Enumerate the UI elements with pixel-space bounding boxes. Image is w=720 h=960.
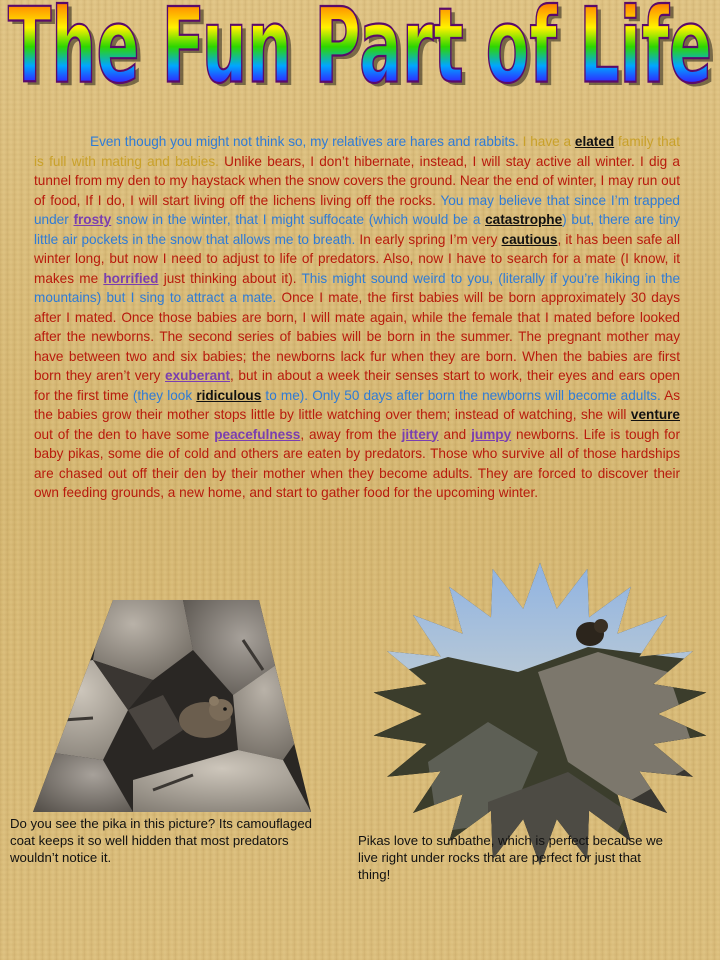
left-photo-caption: Do you see the pika in this picture? Its camouflaged coat keeps it so well hidden that most predators wouldn’t notice it. xyxy=(10,816,313,865)
vocab-word: jumpy xyxy=(471,426,512,442)
story-text: , it has been safe all winter long, but now I need to adjust to life of predators. Also, now I have to search for a mate (I know, it makes me xyxy=(34,231,680,286)
vocab-word: ridiculous xyxy=(196,387,262,403)
story-text: , but in about a week their senses start to work, their eyes and ears open for the first time xyxy=(34,368,680,403)
vocab-word: elated xyxy=(574,134,615,149)
story-text: (they look xyxy=(132,387,197,403)
story-text: Once I mate, the first babies will be born approximately 30 days after I mated. Once those babies are born, I will mate again, while the female that I mated before looked after the newborns. The second series of babies will be born in the summer. The pregnant mother may have between two and six babies; the newborns lack fur when they are born. When the babies are first born they aren’t very xyxy=(34,290,680,383)
story-text: As the babies grow their mother stops little by little watching over them; instead of watching, she will xyxy=(34,387,680,422)
vocab-word: venture xyxy=(630,407,680,422)
story-text: just thinking about it). xyxy=(158,270,302,286)
story-text: to me). Only 50 days after born the newborns will become adults. xyxy=(261,387,665,403)
story-text: newborns. Life is tough for baby pikas, some die of cold and others are eaten by predators. Those who survive all of those hardships are chased out off their den by their mother when they become adults. They are forced to discover their own feeding grounds, a new home, and start to gather food for the upcoming winter. xyxy=(34,426,681,500)
story-text: family that is full with mating and babies. xyxy=(34,134,680,169)
right-photo-caption: Pikas love to sunbathe, which is perfect because we live right under rocks that are perfect for just that thing! xyxy=(358,833,663,882)
vocab-word: cautious xyxy=(501,231,558,247)
story-text: snow in the winter, that I might suffocate (which would be a xyxy=(111,212,486,227)
vocab-word: horrified xyxy=(103,270,159,286)
story-paragraph xyxy=(34,132,680,503)
story-text: out of the den to have some xyxy=(34,426,215,442)
story-text: and xyxy=(438,426,472,442)
story-text: , away from the xyxy=(300,426,402,442)
story-text: I have a xyxy=(522,134,575,149)
page-title xyxy=(0,0,720,110)
vocab-word: peacefulness xyxy=(214,426,301,442)
vocab-word: exuberant xyxy=(165,368,230,383)
vocab-word: jittery xyxy=(401,426,439,442)
page-title-shadow: The Fun Part of Life xyxy=(12,0,716,110)
page-title-text: The Fun Part of Life xyxy=(8,0,712,107)
vocab-word: frosty xyxy=(73,212,112,227)
story-text: ) but, there are tiny little air pockets in the snow that allows me to breath. xyxy=(34,212,681,247)
pika-rocks-photo xyxy=(33,600,311,812)
story-text: Unlike bears, I don’t hibernate, instead, I will stay active all winter. I dig a tunnel from my den to my haystack when the snow covers the ground. Near the end of winter, I may run out of food, If I do, I will start living off the lichens living off the rocks. xyxy=(34,153,680,208)
story-text: In early spring I’m very xyxy=(359,231,502,247)
story-text: You may believe that since I’m trapped under xyxy=(34,192,680,227)
story-text: Even though you might not think so, my relatives are hares and rabbits. xyxy=(90,134,523,149)
story-text: This might sound weird to you, (literally if you’re hiking in the mountains) but I sing to attract a mate. xyxy=(34,270,680,305)
vocab-word: catastrophe xyxy=(485,212,563,227)
pika-sunbathing-photo xyxy=(368,562,713,867)
